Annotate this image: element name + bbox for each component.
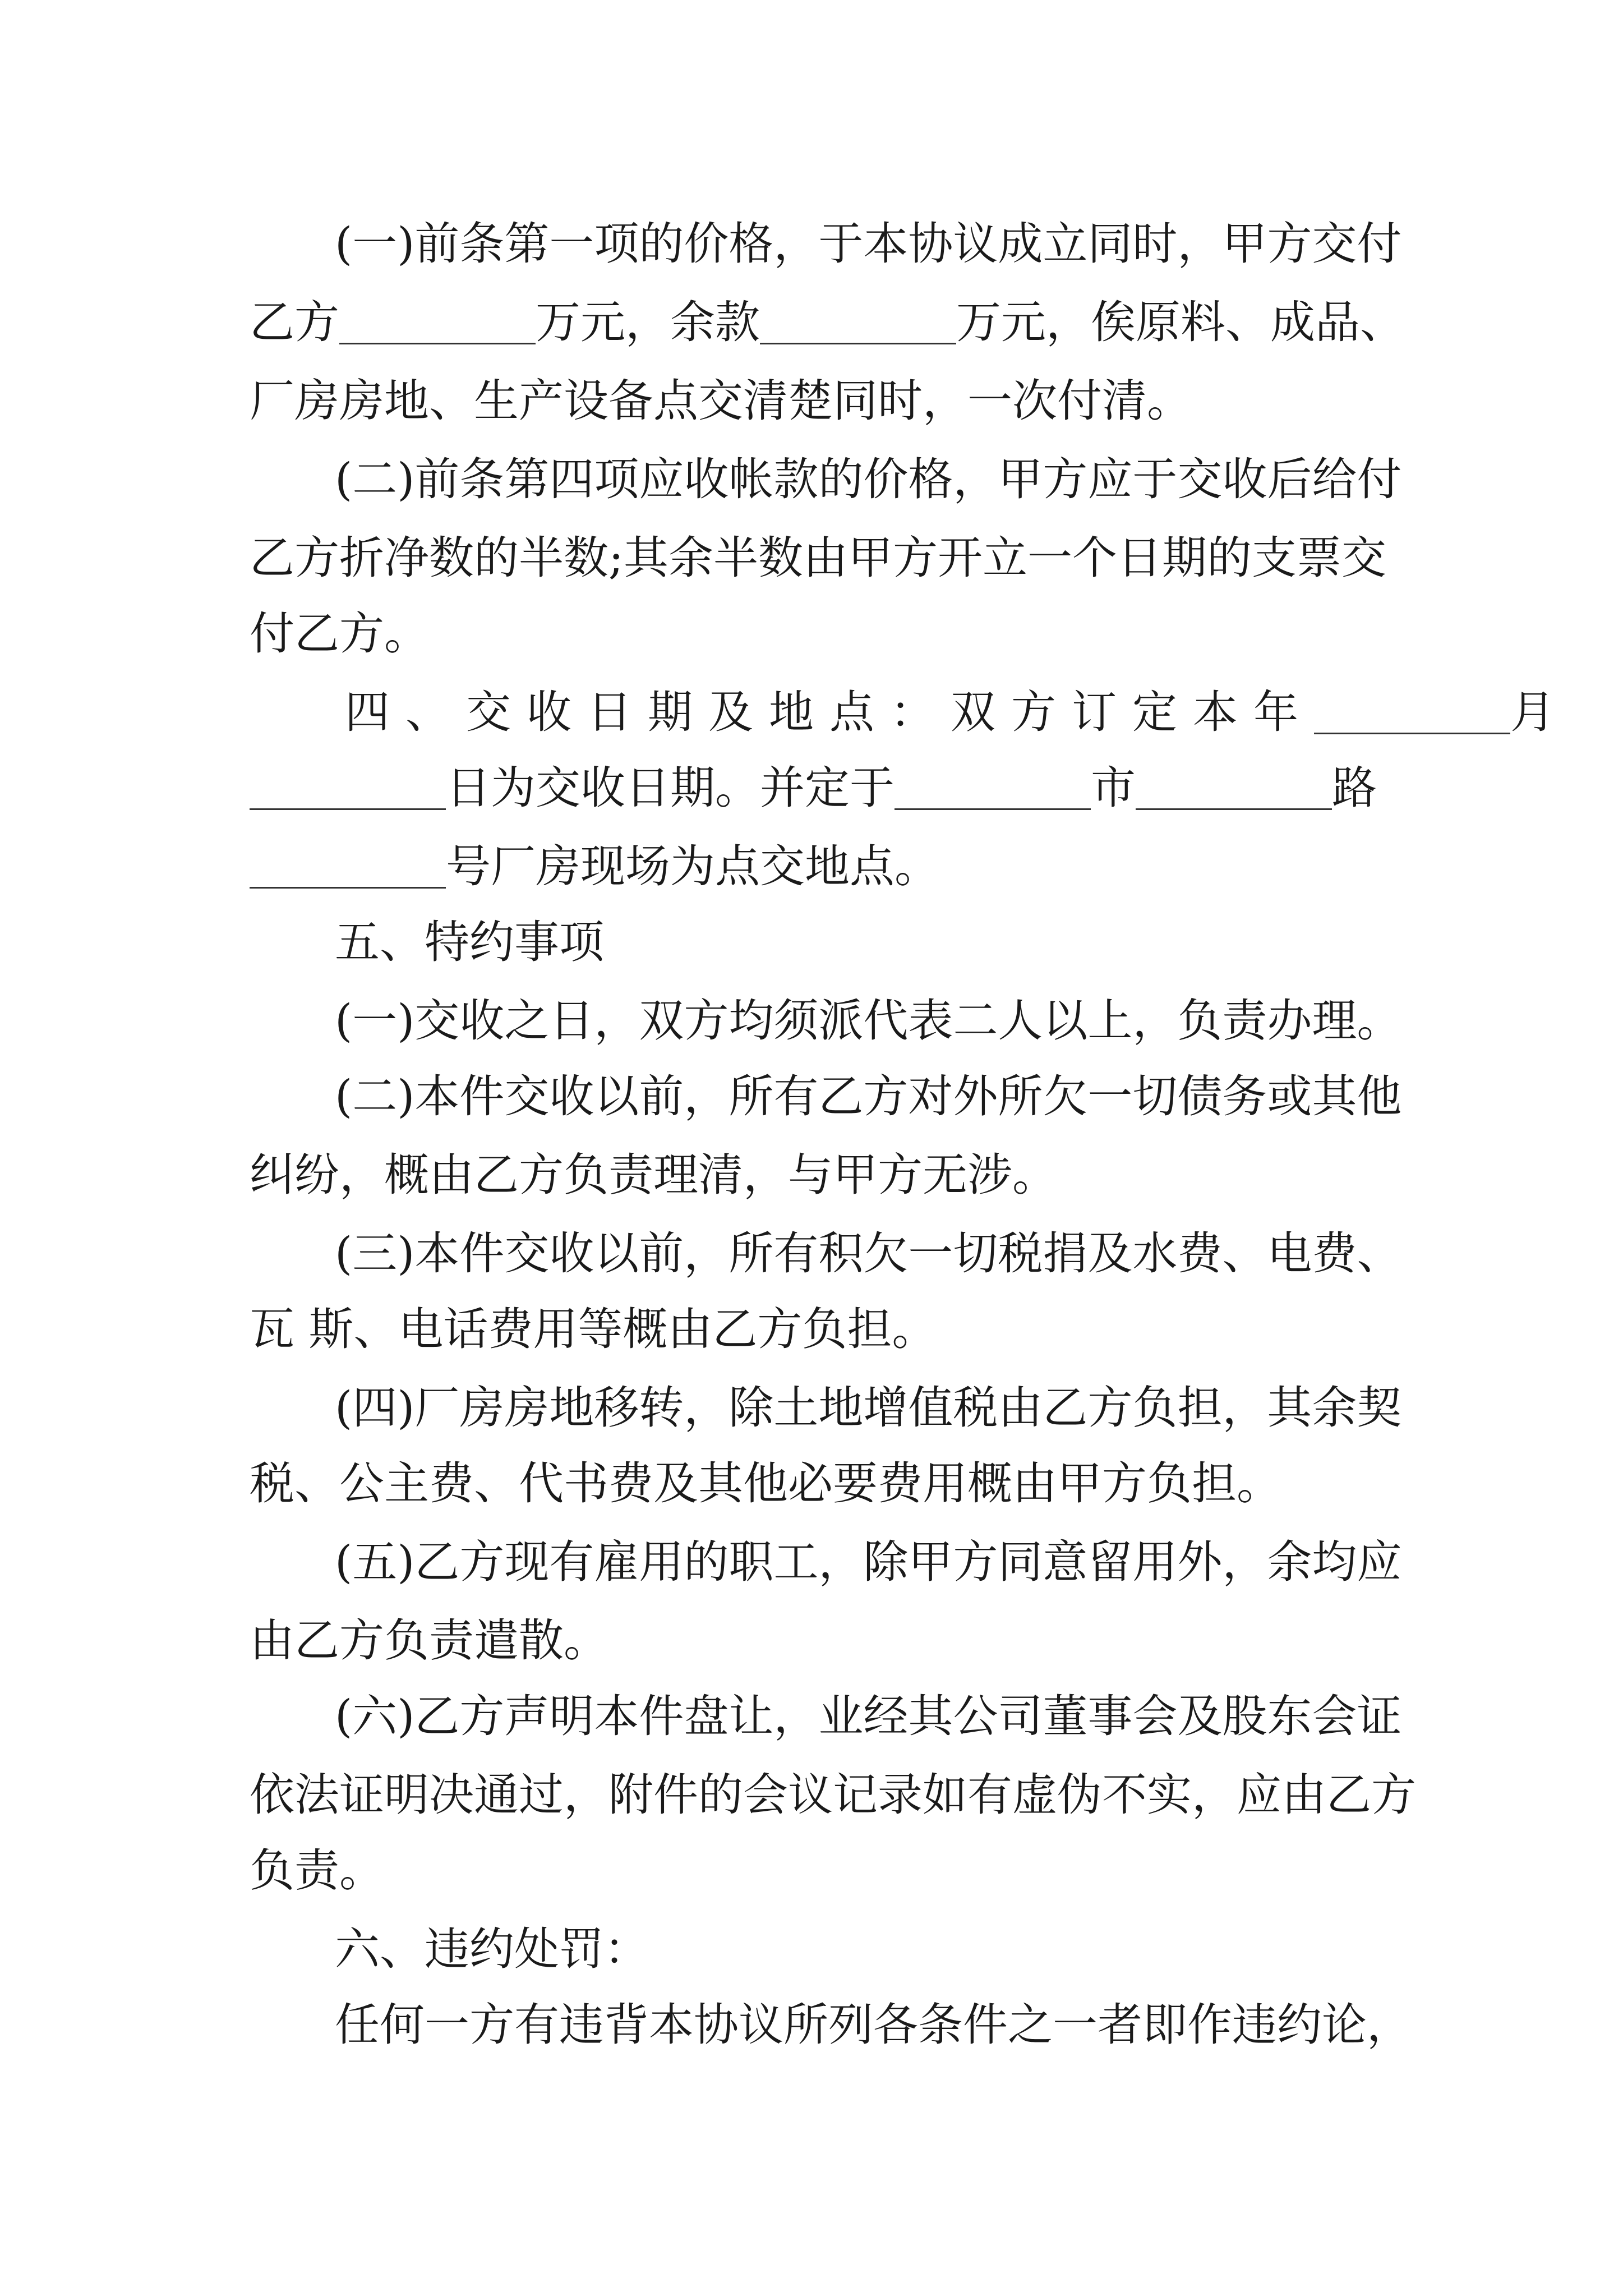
text-line bbox=[345, 682, 1571, 743]
text-line bbox=[250, 836, 939, 898]
text-line: (六)乙方声明本件盘让，业经其公司董事会及股东会证 bbox=[335, 1690, 1402, 1742]
text-line bbox=[250, 757, 1377, 819]
fill-in-blank[interactable] bbox=[250, 763, 446, 810]
text-line: 负责。 bbox=[250, 1844, 384, 1897]
fill-in-blank[interactable] bbox=[250, 842, 446, 889]
text-line: (四)厂房房地移转，除土地增值税由乙方负担，其余契 bbox=[335, 1382, 1402, 1434]
text-line: 任何一方有违背本协议所列各条件之一者即作违约论， bbox=[335, 1999, 1412, 2051]
text-line: 付乙方。 bbox=[250, 608, 429, 660]
text-segment: 路 bbox=[1332, 762, 1377, 814]
fill-in-blank[interactable] bbox=[1314, 688, 1510, 734]
fill-in-blank[interactable] bbox=[339, 298, 536, 344]
text-segment: 万元，余款 bbox=[536, 296, 760, 348]
text-line: 纠纷，概由乙方负责理清，与甲方无涉。 bbox=[250, 1149, 1057, 1201]
fill-in-blank[interactable] bbox=[895, 763, 1091, 810]
text-line bbox=[250, 292, 1405, 353]
text-segment: 日为交收日期。并定于 bbox=[446, 762, 895, 814]
text-line: (五)乙方现有雇用的职工，除甲方同意留用外，余均应 bbox=[335, 1536, 1402, 1588]
text-line: 税、公主费、代书费及其他必要费用概由甲方负担。 bbox=[250, 1457, 1281, 1510]
text-segment: 号厂房现场为点交地点。 bbox=[446, 840, 939, 892]
section-heading: 五、特约事项 bbox=[335, 916, 604, 968]
text-line: 瓦 斯、电话费用等概由乙方负担。 bbox=[250, 1303, 937, 1355]
text-line: 乙方折净数的半数;其余半数由甲方开立一个日期的支票交 bbox=[250, 532, 1386, 584]
text-line: 依法证明决通过，附件的会议记录如有虚伪不实，应由乙方 bbox=[250, 1769, 1416, 1821]
fill-in-blank[interactable] bbox=[760, 298, 956, 344]
fill-in-blank[interactable] bbox=[1136, 763, 1332, 810]
text-segment: 万元，俟原料、成品、 bbox=[956, 296, 1405, 348]
text-segment: 乙方 bbox=[250, 296, 339, 348]
section-heading: 六、违约处罚： bbox=[335, 1923, 649, 1975]
text-line: (一)交收之日，双方均须派代表二人以上，负责办理。 bbox=[335, 995, 1402, 1047]
text-line: 厂房房地、生产设备点交清楚同时，一次付清。 bbox=[250, 375, 1192, 427]
section-heading: 四、交收日期及地点：双方订定本年 bbox=[345, 686, 1314, 738]
text-line: (三)本件交收以前，所有积欠一切税捐及水费、电费、 bbox=[335, 1227, 1402, 1280]
text-line: (二)本件交收以前，所有乙方对外所欠一切债务或其他 bbox=[335, 1070, 1402, 1122]
text-segment: 月 bbox=[1510, 686, 1571, 738]
text-line: (二)前条第四项应收帐款的价格，甲方应于交收后给付 bbox=[335, 453, 1402, 505]
text-line: (一)前条第一项的价格，于本协议成立同时，甲方交付 bbox=[335, 218, 1402, 270]
text-line: 由乙方负责遣散。 bbox=[250, 1614, 608, 1667]
text-segment: 市 bbox=[1091, 762, 1136, 814]
